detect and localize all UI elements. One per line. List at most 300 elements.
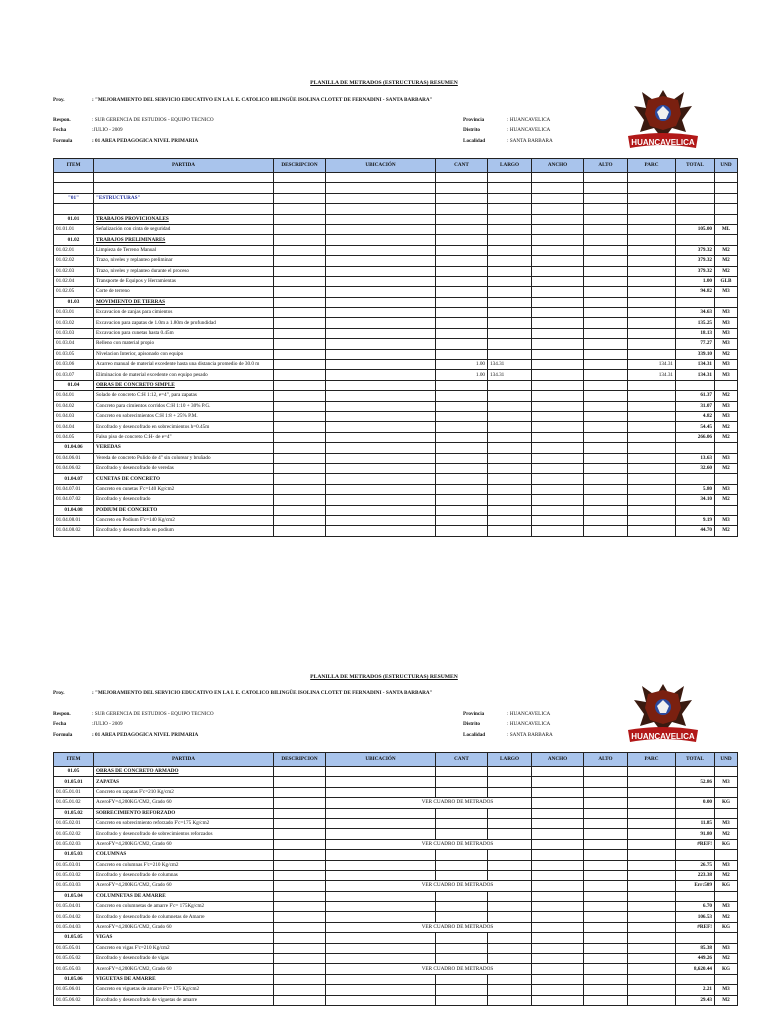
- column-header-cant: CANT: [436, 753, 488, 767]
- cell-alto: [584, 922, 628, 932]
- distrito-label: Distrito: [463, 721, 480, 727]
- cell-ancho: [532, 777, 584, 787]
- cell-descripcion: [274, 860, 326, 870]
- table-row: [54, 954, 738, 964]
- provincia-value: : HUANCAVELICA: [507, 117, 551, 123]
- cell-descripcion: [274, 933, 326, 943]
- cell-total: 4.82: [676, 411, 715, 421]
- cell-total: 449.26: [676, 954, 715, 964]
- table-row: [54, 808, 738, 818]
- cell-cant: [436, 933, 488, 943]
- column-header-item: ITEM: [54, 753, 94, 767]
- cell-note: VER CUADRO DE METRADOS: [326, 881, 532, 891]
- cell-total: 34.10: [676, 495, 715, 505]
- cell-total: 266.06: [676, 432, 715, 442]
- cell-und: M3: [715, 328, 738, 338]
- cell-partida: Concreto en Podium F'c=140 Kg/cm2: [94, 515, 274, 525]
- cell-descripcion: [274, 767, 326, 777]
- cell-item: 01.05.02.02: [54, 829, 94, 839]
- cell-item: 01.02.02: [54, 256, 94, 266]
- cell-und: M2: [715, 912, 738, 922]
- cell-total: 223.38: [676, 870, 715, 880]
- cell-largo: [488, 974, 532, 984]
- localidad-value: : SANTA BARBARA: [507, 732, 553, 738]
- cell-parc: [628, 933, 676, 943]
- column-header-und: UND: [715, 159, 738, 173]
- cell-partida: AceroFY=4,200KG/CM2, Grado 60: [94, 964, 274, 974]
- cell-ancho: [532, 767, 584, 777]
- cell-cant: [436, 995, 488, 1005]
- cell-descripcion: [274, 995, 326, 1005]
- table-header-row: [54, 753, 738, 767]
- cell-total: 8,620.44: [676, 964, 715, 974]
- cell-item: 01.04.07.02: [54, 495, 94, 505]
- cell-total: 94.82: [676, 287, 715, 297]
- distrito-value: : HUANCAVELICA: [507, 721, 551, 727]
- cell-item: 01.05.05.03: [54, 964, 94, 974]
- cell-note: VER CUADRO DE METRADOS: [326, 964, 532, 974]
- cell-ancho: [532, 808, 584, 818]
- cell-parc: [628, 808, 676, 818]
- cell-item: 01.04.08: [54, 505, 94, 515]
- cell-item: 01.04.07.01: [54, 484, 94, 494]
- column-header-alto: ALTO: [584, 753, 628, 767]
- cell-und: GLB: [715, 276, 738, 286]
- cell-partida: Concreto en cunetas F'c=140 Kg/cm2: [94, 484, 274, 494]
- cell-partida: Acarreo manual de material excedente hasta una distancia promedio de 30.0 m: [94, 360, 274, 370]
- cell-total: [676, 808, 715, 818]
- cell-parc: [628, 787, 676, 797]
- table-row: [54, 902, 738, 912]
- cell-descripcion: [274, 912, 326, 922]
- cell-largo: [488, 767, 532, 777]
- cell-item: 01.05.05.02: [54, 954, 94, 964]
- cell-alto: [584, 954, 628, 964]
- cell-parc: [628, 922, 676, 932]
- cell-total: 134.31: [676, 360, 715, 370]
- cell-total: 31.07: [676, 401, 715, 411]
- cell-item: 01.02.01: [54, 245, 94, 255]
- cell-largo: [488, 995, 532, 1005]
- cell-total: 91.80: [676, 829, 715, 839]
- cell-total: 379.32: [676, 256, 715, 266]
- cell-descripcion: [274, 808, 326, 818]
- cell-und: M2: [715, 432, 738, 442]
- fecha-label: Fecha: [53, 127, 67, 133]
- cell-und: KG: [715, 798, 738, 808]
- column-header-item: ITEM: [54, 159, 94, 173]
- cell-parc: [628, 912, 676, 922]
- cell-parc: [628, 839, 676, 849]
- cell-total: 106.53: [676, 912, 715, 922]
- cell-parc: [628, 985, 676, 995]
- cell-ancho: [532, 902, 584, 912]
- cell-cant: [436, 870, 488, 880]
- cell-item: 01.01: [54, 214, 94, 224]
- table-row: [54, 787, 738, 797]
- cell-cant: [436, 850, 488, 860]
- cell-und: M3: [715, 401, 738, 411]
- cell-partida: "ESTRUCTURAS": [94, 193, 274, 203]
- cell-total: 9.19: [676, 515, 715, 525]
- localidad-label: Localidad: [463, 732, 486, 738]
- cell-total: 2.21: [676, 985, 715, 995]
- cell-total: 29.43: [676, 995, 715, 1005]
- cell-largo: [488, 870, 532, 880]
- cell-ubicacion: [326, 808, 436, 818]
- cell-und: M2: [715, 870, 738, 880]
- cell-descripcion: [274, 839, 326, 849]
- cell-item: 01.05.06.02: [54, 995, 94, 1005]
- cell-und: M2: [715, 954, 738, 964]
- cell-total: [676, 787, 715, 797]
- cell-descripcion: [274, 902, 326, 912]
- cell-und: M2: [715, 829, 738, 839]
- logo-text: HUANCAVELICA: [631, 732, 695, 741]
- cell-partida: TRABAJOS PRELIMINARES: [94, 235, 274, 245]
- cell-descripcion: [274, 881, 326, 891]
- cell-parc: [628, 974, 676, 984]
- table-row: [54, 943, 738, 953]
- cell-ancho: [532, 964, 584, 974]
- table-row: [54, 818, 738, 828]
- cell-ancho: [532, 829, 584, 839]
- cell-cant: [436, 829, 488, 839]
- cell-und: M2: [715, 266, 738, 276]
- formula-label: Formula: [53, 732, 73, 738]
- cell-item: 01.05.05.01: [54, 943, 94, 953]
- formula-value: : 01 AREA PEDAGOGICA NIVEL PRIMARIA: [92, 732, 199, 738]
- cell-item: 01.05.03: [54, 850, 94, 860]
- cell-item: 01.05: [54, 767, 94, 777]
- cell-und: [715, 787, 738, 797]
- cell-item: 01.05.01.02: [54, 798, 94, 808]
- cell-partida: Señalización con cinta de seguridad: [94, 224, 274, 234]
- cell-parc: [628, 881, 676, 891]
- cell-partida: Solado de concreto C:H 1:12, e=4", para zapatas: [94, 391, 274, 401]
- localidad-label: Localidad: [463, 138, 486, 144]
- cell-partida: Nivelacion Interior, apisonado con equipo: [94, 349, 274, 359]
- cell-item: 01.03.03: [54, 328, 94, 338]
- cell-ancho: [532, 891, 584, 901]
- cell-ancho: [532, 943, 584, 953]
- cell-alto: [584, 974, 628, 984]
- provincia-label: Provincia: [463, 711, 485, 717]
- cell-und: M3: [715, 308, 738, 318]
- cell-item: 01.05.01.01: [54, 787, 94, 797]
- cell-und: M3: [715, 370, 738, 380]
- cell-item: 01.04.05: [54, 432, 94, 442]
- cell-item: 01.03.05: [54, 349, 94, 359]
- cell-partida: Encofrado y desencofrado de columnetas de Amarre: [94, 912, 274, 922]
- cell-total: Err:509: [676, 881, 715, 891]
- cell-alto: [584, 985, 628, 995]
- cell-und: M3: [715, 985, 738, 995]
- cell-und: KG: [715, 964, 738, 974]
- cell-und: M3: [715, 484, 738, 494]
- cell-item: 01.04.08.01: [54, 515, 94, 525]
- cell-ubicacion: [326, 974, 436, 984]
- cell-descripcion: [274, 985, 326, 995]
- cell-partida: Transporte de Equipos y Herramientas: [94, 276, 274, 286]
- cell-partida: OBRAS DE CONCRETO ARMADO: [94, 767, 274, 777]
- cell-und: KG: [715, 922, 738, 932]
- cell-partida: TRABAJOS PROVICIONALES: [94, 214, 274, 224]
- cell-ancho: [532, 798, 584, 808]
- cell-largo: [488, 943, 532, 953]
- cell-item: 01.04.07: [54, 474, 94, 484]
- cell-total: [676, 850, 715, 860]
- cell-ubicacion: [326, 933, 436, 943]
- cell-und: M2: [715, 256, 738, 266]
- table-row: [54, 860, 738, 870]
- cell-ubicacion: [326, 985, 436, 995]
- cell-parc: [628, 818, 676, 828]
- cell-total: 26.75: [676, 860, 715, 870]
- cell-cant: [436, 787, 488, 797]
- cell-alto: [584, 912, 628, 922]
- cell-ubicacion: [326, 943, 436, 953]
- cell-item: 01.04.04: [54, 422, 94, 432]
- proy-label: Proy.: [53, 690, 65, 696]
- cell-total: 0.00: [676, 798, 715, 808]
- cell-und: [715, 808, 738, 818]
- cell-descripcion: [274, 964, 326, 974]
- cell-ubicacion: [326, 912, 436, 922]
- cell-largo: [488, 933, 532, 943]
- cell-alto: [584, 787, 628, 797]
- fecha-value: :JULIO - 2009: [92, 721, 123, 727]
- cell-total: 105.00: [676, 224, 715, 234]
- fecha-label: Fecha: [53, 721, 67, 727]
- cell-partida: Concreto en sobrecimiento reforzado F'c=175 Kg/cm2: [94, 818, 274, 828]
- cell-ancho: [532, 870, 584, 880]
- cell-partida: Concreto para cimientos corridos C:H 1:10 + 30% P.G.: [94, 401, 274, 411]
- cell-partida: Limpieza de Terreno Manual: [94, 245, 274, 255]
- column-header-ancho: ANCHO: [532, 753, 584, 767]
- cell-ubicacion: [326, 891, 436, 901]
- cell-und: M2: [715, 995, 738, 1005]
- cell-cant: [436, 954, 488, 964]
- column-header-largo: LARGO: [488, 753, 532, 767]
- metrados-table-2: [53, 752, 738, 1006]
- cell-parc: [628, 850, 676, 860]
- cell-und: M3: [715, 287, 738, 297]
- cell-largo: [488, 808, 532, 818]
- cell-ubicacion: [326, 767, 436, 777]
- respon-value: : SUB GERENCIA DE ESTUDIOS - EQUIPO TECNICO: [92, 117, 214, 123]
- cell-cant: [436, 891, 488, 901]
- cell-und: M3: [715, 943, 738, 953]
- cell-item: 01.05.04: [54, 891, 94, 901]
- cell-item: 01.05.03.02: [54, 870, 94, 880]
- cell-cant: [436, 818, 488, 828]
- cell-total: 52.86: [676, 777, 715, 787]
- cell-und: M3: [715, 411, 738, 421]
- cell-cant: [436, 912, 488, 922]
- cell-item: 01.04.08.02: [54, 526, 94, 536]
- column-header-cant: CANT: [436, 159, 488, 173]
- cell-partida: Trazo, niveles y replanteo durante el proceso: [94, 266, 274, 276]
- cell-parc: [628, 829, 676, 839]
- cell-cant: [436, 974, 488, 984]
- column-header-partida: PARTIDA: [94, 753, 274, 767]
- cell-descripcion: [274, 777, 326, 787]
- cell-ubicacion: [326, 995, 436, 1005]
- cell-ubicacion: [326, 787, 436, 797]
- cell-total: #REF!: [676, 922, 715, 932]
- cell-item: 01.05.06.01: [54, 985, 94, 995]
- cell-ubicacion: [326, 860, 436, 870]
- cell-item: 01.02: [54, 235, 94, 245]
- cell-und: KG: [715, 839, 738, 849]
- cell-parc: [628, 954, 676, 964]
- cell-parc: 134.31: [628, 370, 676, 380]
- cell-descripcion: [274, 818, 326, 828]
- table-row: [54, 964, 738, 974]
- cell-partida: Excavacion para cunetas hasta 0.45m: [94, 328, 274, 338]
- cell-largo: [488, 954, 532, 964]
- cell-item: 01.01.01: [54, 224, 94, 234]
- cell-total: 1.00: [676, 276, 715, 286]
- cell-partida: ZAPATAS: [94, 777, 274, 787]
- cell-ancho: [532, 787, 584, 797]
- cell-total: 379.32: [676, 245, 715, 255]
- cell-partida: OBRAS DE CONCRETO SIMPLE: [94, 380, 274, 390]
- cell-partida: VEREDAS: [94, 443, 274, 453]
- cell-descripcion: [274, 922, 326, 932]
- cell-ubicacion: [326, 870, 436, 880]
- cell-item: 01.05.02: [54, 808, 94, 818]
- localidad-value: : SANTA BARBARA: [507, 138, 553, 144]
- cell-note: VER CUADRO DE METRADOS: [326, 922, 532, 932]
- column-header-parc: PARC: [628, 753, 676, 767]
- cell-item: 01.03.01: [54, 308, 94, 318]
- cell-partida: Concreto en sobrecimientos C:H 1:8 + 25% P.M.: [94, 411, 274, 421]
- proy-value: : "MEJORAMIENTO DEL SERVICIO EDUCATIVO EN LA I. E. CATOLICO BILINGÜE ISOLINA CLOTET DE FERNADINI - SANTA BARBARA": [92, 690, 433, 696]
- cell-total: 77.27: [676, 339, 715, 349]
- column-header-ubicacion: UBICACIÓN: [326, 753, 436, 767]
- cell-alto: [584, 829, 628, 839]
- cell-partida: Vereda de concreto Pulido de 4" sin colorear y bruñado: [94, 453, 274, 463]
- cell-total: 134.31: [676, 370, 715, 380]
- cell-largo: [488, 787, 532, 797]
- cell-partida: SOBRECIMIENTO REFORZADO: [94, 808, 274, 818]
- cell-item: 01.05.05: [54, 933, 94, 943]
- cell-ubicacion: [326, 902, 436, 912]
- respon-label: Respon.: [53, 117, 71, 123]
- cell-descripcion: [274, 850, 326, 860]
- cell-und: [715, 933, 738, 943]
- cell-partida: AceroFY=4,200KG/CM2, Grado 60: [94, 881, 274, 891]
- cell-alto: [584, 767, 628, 777]
- column-header-alto: ALTO: [584, 159, 628, 173]
- huancavelica-logo: [626, 680, 700, 746]
- cell-ubicacion: [326, 777, 436, 787]
- cell-descripcion: [274, 943, 326, 953]
- cell-alto: [584, 891, 628, 901]
- cell-item: 01.04.06.02: [54, 463, 94, 473]
- column-header-und: UND: [715, 753, 738, 767]
- cell-largo: [488, 829, 532, 839]
- table-row: [54, 829, 738, 839]
- cell-und: M2: [715, 495, 738, 505]
- cell-descripcion: [274, 974, 326, 984]
- cell-total: [676, 891, 715, 901]
- cell-descripcion: [274, 829, 326, 839]
- cell-partida: Encofrado y desencofrado de vigas: [94, 954, 274, 964]
- column-header-descripcion: DESCRIPCION: [274, 753, 326, 767]
- cell-item: 01.05.01: [54, 777, 94, 787]
- proy-label: Proy.: [53, 97, 65, 103]
- cell-total: 18.13: [676, 328, 715, 338]
- cell-largo: [488, 912, 532, 922]
- table-row: [54, 798, 738, 808]
- cell-und: ML: [715, 224, 738, 234]
- column-header-ubicacion: UBICACIÓN: [326, 159, 436, 173]
- cell-und: [715, 974, 738, 984]
- cell-parc: [628, 870, 676, 880]
- cell-item: 01.02.05: [54, 287, 94, 297]
- cell-ancho: [532, 985, 584, 995]
- cell-und: M3: [715, 360, 738, 370]
- cell-ancho: [532, 818, 584, 828]
- cell-alto: [584, 995, 628, 1005]
- cell-partida: Eliminacion de material excedente con equipo pesado: [94, 370, 274, 380]
- cell-parc: [628, 798, 676, 808]
- cell-partida: Encofrado y desencofrado: [94, 495, 274, 505]
- cell-item: 01.03: [54, 297, 94, 307]
- cell-descripcion: [274, 954, 326, 964]
- cell-und: M3: [715, 515, 738, 525]
- cell-item: 01.03.04: [54, 339, 94, 349]
- cell-total: 339.10: [676, 349, 715, 359]
- cell-largo: [488, 985, 532, 995]
- table-row: [54, 870, 738, 880]
- cell-partida: Excavacion de zanjas para cimientos: [94, 308, 274, 318]
- cell-partida: AceroFY=4,200KG/CM2, Grado 60: [94, 922, 274, 932]
- cell-alto: [584, 881, 628, 891]
- cell-total: [676, 974, 715, 984]
- sheet-title: PLANILLA DE METRADOS (ESTRUCTURAS) RESUMEN: [310, 674, 458, 680]
- cell-partida: Encofrado y desencofrado en sobrecimientos h=0.45m: [94, 422, 274, 432]
- cell-total: [676, 933, 715, 943]
- cell-total: [676, 767, 715, 777]
- cell-parc: [628, 902, 676, 912]
- cell-item: 01.05.03.03: [54, 881, 94, 891]
- cell-und: M2: [715, 463, 738, 473]
- cell-item: 01.05.03.01: [54, 860, 94, 870]
- table-row: [54, 974, 738, 984]
- cell-total: 5.80: [676, 484, 715, 494]
- respon-label: Respon.: [53, 711, 71, 717]
- cell-cant: [436, 943, 488, 953]
- cell-parc: [628, 964, 676, 974]
- cell-item: 01.04.06.01: [54, 453, 94, 463]
- table-row: [54, 839, 738, 849]
- cell-ancho: [532, 860, 584, 870]
- sheet-title: PLANILLA DE METRADOS (ESTRUCTURAS) RESUMEN: [310, 80, 458, 86]
- table-row: [54, 881, 738, 891]
- cell-descripcion: [274, 891, 326, 901]
- cell-und: [715, 767, 738, 777]
- cell-ubicacion: [326, 850, 436, 860]
- cell-total: 13.63: [676, 453, 715, 463]
- cell-partida: VIGAS: [94, 933, 274, 943]
- cell-partida: Excavacion para zapatas de 1.0m a 1.80m de profundidad: [94, 318, 274, 328]
- cell-ancho: [532, 912, 584, 922]
- cell-alto: [584, 808, 628, 818]
